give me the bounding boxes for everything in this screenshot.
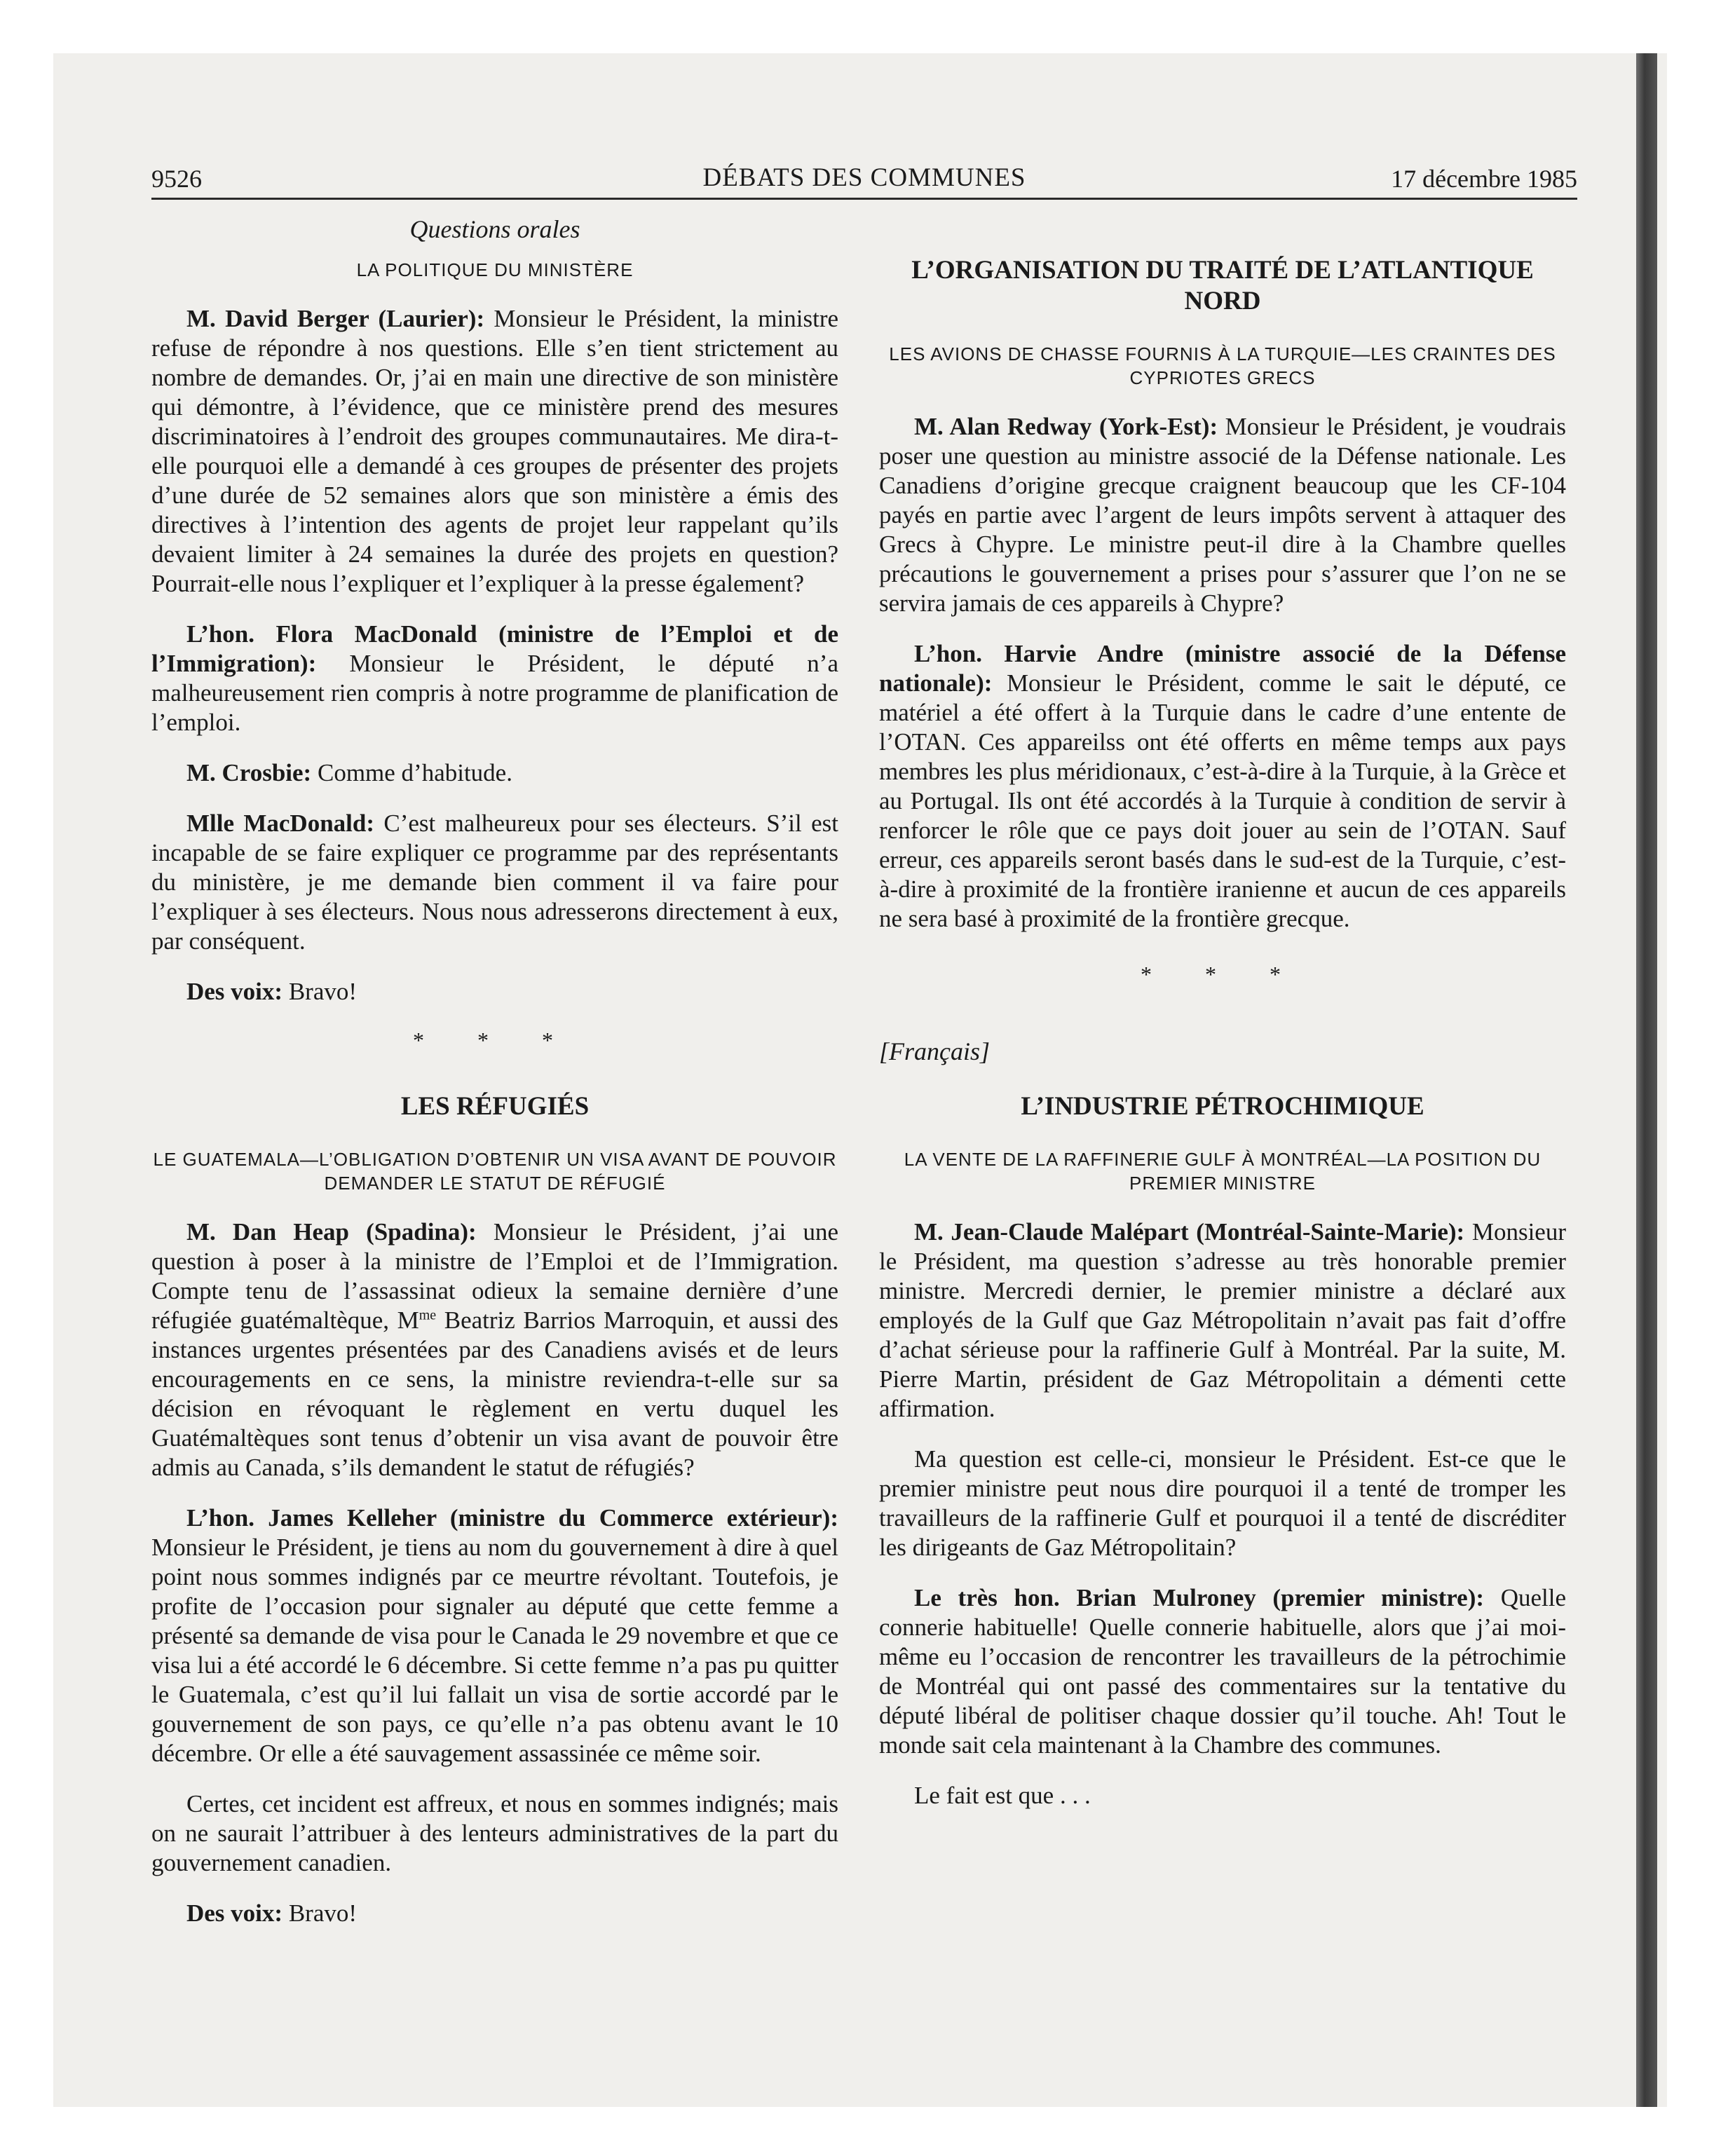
speech-text: Monsieur le Président, comme le sait le député, ce matériel a été offert à la Turquie dans le cadre d’une entente de l’OTAN. Ces appareilss ont été offerts en même temps aux pays membres les plus méridionaux, c’est-à-dire à la Turquie, à la Grèce et au Portugal. Ils ont été accordés à la Turquie à condition de servir à renforcer le rôle que ce pays doit jouer au sein de l’OTAN. Sauf erreur, ces appareils seront basés dans le sud-est de la Turquie, c’est-à-dire à proximité de la frontière iranienne et aucun de ces appareils ne sera basé à proximité de la frontière grecque. <box>879 669 1566 932</box>
speech-text: C’est malheureux pour ses électeurs. S’il est incapable de se faire expliquer ce programme par des représentants du ministère, je me demande bien comment il va faire pour l’expliquer à ses électeurs. Nous nous adresserons directement à eux, par conséquent. <box>151 810 838 955</box>
speech-paragraph <box>879 1583 1566 1760</box>
speech-paragraph <box>151 1899 838 1928</box>
speech-paragraph <box>151 977 838 1007</box>
speech-text: Beatriz Barrios Marroquin, et aussi des instances urgentes présentées par des Canadiens avisés et de leurs encouragements en ce sens, la ministre reviendra-t-elle sur sa décision en révoquant le règlement en vertu duquel les Guatémaltèques sont tenus d’obtenir un visa avant de pouvoir être admis au Canada, s’ils demandent le statut de réfugiés? <box>151 1306 838 1481</box>
speaker-name: M. Jean-Claude Malépart (Montréal-Sainte-Marie): <box>914 1218 1465 1246</box>
section-separator: * * * <box>413 1028 577 1053</box>
speech-paragraph <box>151 1503 838 1768</box>
page-number: 9526 <box>151 165 202 193</box>
page-header <box>151 158 1577 198</box>
speech-text: Bravo! <box>288 978 358 1005</box>
speech-text: Bravo! <box>288 1899 358 1927</box>
subheading: LA POLITIQUE DU MINISTÈRE <box>356 259 634 280</box>
speech-paragraph <box>879 1781 1566 1810</box>
subheading: LA VENTE DE LA RAFFINERIE GULF À MONTRÉAL—LA POSITION DU PREMIER MINISTRE <box>904 1149 1542 1194</box>
section-rubric: Questions orales <box>409 215 580 243</box>
speaker-name: M. David Berger (Laurier): <box>186 305 485 332</box>
subheading: LES AVIONS DE CHASSE FOURNIS À LA TURQUIE—LES CRAINTES DES CYPRIOTES GRECS <box>889 343 1556 388</box>
speech-text: Monsieur le Président, le député n’a malheureusement rien compris à notre programme de planification de l’emploi. <box>151 650 838 736</box>
subheading: LE GUATEMALA—L’OBLIGATION D’OBTENIR UN VISA AVANT DE POUVOIR DEMANDER LE STATUT DE RÉFUGIÉ <box>153 1149 837 1194</box>
language-marker: [Français] <box>879 1037 991 1065</box>
speech-paragraph <box>879 639 1566 934</box>
speaker-name: Mlle MacDonald: <box>186 810 375 837</box>
publication-title: DÉBATS DES COMMUNES <box>702 163 1026 192</box>
speech-paragraph <box>151 1217 838 1482</box>
section-separator: * * * <box>1141 962 1305 987</box>
speech-paragraph <box>151 809 838 956</box>
speech-text: Monsieur le Président, la ministre refuse de répondre à nos questions. Elle s’en tient strictement au nombre de demandes. Or, j’ai en main une directive de son ministère qui démontre, à l’évidence, que ce ministère prend des mesures discriminatoires à l’endroit des groupes communautaires. Me dira-t-elle pourquoi elle a demandé à ces groupes de présenter des projets d’une durée de 52 semaines alors que son ministère a émis des directives à l’intention des agents de projet leur rappelant qu’ils devaient limiter à 24 semaines la durée des projets en question? Pourrait-elle nous l’expliquer et l’expliquer à la presse également? <box>151 305 839 597</box>
speaker-name: M. Alan Redway (York-Est): <box>914 413 1218 440</box>
speaker-name: Des voix: <box>186 978 283 1005</box>
right-column <box>879 207 1566 1831</box>
speech-text: Monsieur le Président, je voudrais poser une question au ministre associé de la Défense nationale. Les Canadiens d’origine grecque craignent beaucoup que les CF-104 payés en partie avec l’argent de leurs impôts servent à attaquer des Grecs à Chypre. Le ministre peut-il dire à la Chambre quelles précautions le gouvernement a prises pour s’assurer que l’on ne se servira jamais de ces appareils à Chypre? <box>879 413 1567 617</box>
speaker-name: M. Dan Heap (Spadina): <box>186 1218 477 1246</box>
speech-text: Le fait est que . . . <box>914 1782 1091 1809</box>
left-column <box>151 207 838 1949</box>
page-date: 17 décembre 1985 <box>1391 165 1577 193</box>
section-heading: L’ORGANISATION DU TRAITÉ DE L’ATLANTIQUE NORD <box>911 256 1534 315</box>
speaker-name: Le très hon. Brian Mulroney (premier ministre): <box>914 1584 1485 1611</box>
speech-text: Monsieur le Président, je tiens au nom du gouvernement à dire à quel point nous sommes indignés par ce meurtre révoltant. Toutefois, je profite de l’occasion pour signaler au député que cette femme a présenté sa demande de visa pour le Canada le 29 novembre et que ce visa lui a été accordé le 6 décembre. Si cette femme n’a pas pu quitter le Guatemala, c’est qu’il lui fallait un visa de sortie accordé par le gouvernement de son pays, ce qu’elle n’a pas obtenu avant le 10 décembre. Or elle a été sauvagement assassinée ce même soir. <box>151 1534 838 1767</box>
section-heading: L’INDUSTRIE PÉTROCHIMIQUE <box>1021 1092 1424 1121</box>
speech-paragraph <box>151 620 838 737</box>
speech-paragraph <box>151 1789 838 1878</box>
speech-text: Comme d’habitude. <box>317 759 512 786</box>
superscript: me <box>419 1307 437 1323</box>
speech-text: Monsieur le Président, ma question s’adresse au très honorable premier ministre. Mercredi dernier, le premier ministre a déclaré aux employés de la Gulf que Gaz Métropolitain n’avait pas fait d’offre d’achat sérieuse pour la raffinerie Gulf à Montréal. Par la suite, M. Pierre Martin, président de Gaz Métropolitain a démenti cette affirmation. <box>879 1218 1566 1422</box>
speech-paragraph <box>151 304 838 599</box>
speaker-name: M. Crosbie: <box>186 759 312 786</box>
speech-text: Monsieur le Président, j’ai une question à poser à la ministre de l’Emploi et de l’Immigration. Compte tenu de l’assassinat odieux la semaine dernière d’une réfugiée guatémaltèque, M <box>151 1218 838 1334</box>
speaker-name: L’hon. James Kelleher (ministre du Commerce extérieur): <box>186 1504 838 1531</box>
speech-text: Ma question est celle-ci, monsieur le Président. Est-ce que le premier ministre peut nous dire pourquoi il a tenté de tromper les travailleurs de la raffinerie Gulf et pourquoi il a tenté de discréditer les dirigeants de Gaz Métropolitain? <box>879 1445 1566 1561</box>
speech-paragraph <box>151 758 838 788</box>
speaker-name: Des voix: <box>186 1899 283 1927</box>
speech-paragraph <box>879 1217 1566 1424</box>
speech-text: Quelle connerie habituelle! Quelle connerie habituelle, alors que j’ai moi-même eu l’occasion de rencontrer les travailleurs de la pétrochimie de Montréal qui ont passé des commentaires sur la tentative du député libéral de politiser chaque dossier qu’il touche. Ah! Tout le monde sait cela maintenant à la Chambre des communes. <box>879 1584 1566 1759</box>
speaker-name: L’hon. Harvie Andre (ministre associé de la Défense nationale): <box>879 640 1566 697</box>
speaker-name: L’hon. Flora MacDonald (ministre de l’Emploi et de l’Immigration): <box>151 620 838 677</box>
header-rule <box>151 198 1577 200</box>
speech-paragraph <box>879 412 1566 618</box>
section-heading: LES RÉFUGIÉS <box>400 1092 590 1121</box>
scan-edge-shadow <box>1636 53 1657 2107</box>
speech-text: Certes, cet incident est affreux, et nous en sommes indignés; mais on ne saurait l’attribuer à des lenteurs administratives de la part du gouvernement canadien. <box>151 1790 838 1876</box>
speech-paragraph <box>879 1445 1566 1562</box>
